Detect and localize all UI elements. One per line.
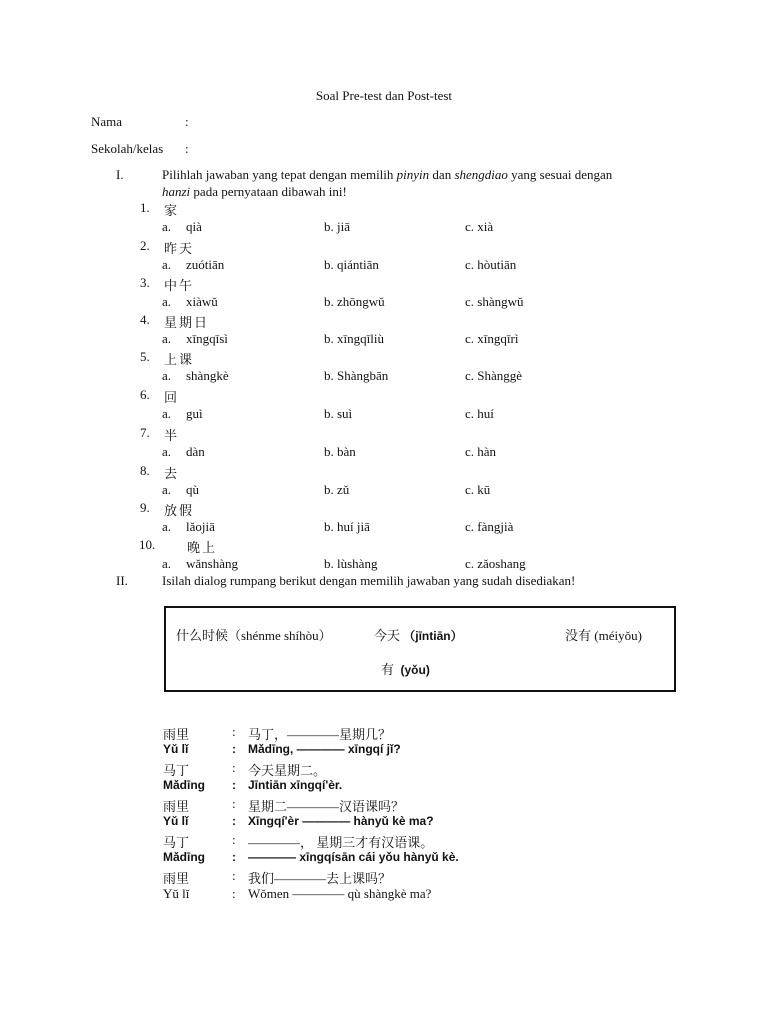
question-number: 8. [140,463,150,478]
dialog-text: ———— xīngqísān cái yǒu hànyǔ kè. [248,850,459,864]
dialog-speaker: Yǔ lǐ [163,742,189,756]
dialog-text: 马丁，————星期几？ [248,727,392,742]
option-c: c. fàngjià [465,519,514,534]
option-a-label: a. [162,482,172,497]
question-hanzi: 晚上 [187,540,218,555]
question-hanzi: 中午 [164,278,195,293]
dialog-text: Wǒmen ———— qù shàngkè ma? [248,886,432,901]
option-a: dàn [186,444,205,459]
word-bank-jintian: 今天 （jīntiān） [374,628,463,643]
dialog-text: Xīngqí'èr ———— hànyǔ kè ma? [248,814,434,828]
question-number: 9. [140,500,150,515]
option-c: c. kū [465,482,491,497]
option-a-label: a. [162,519,172,534]
option-b: b. zǔ [324,482,350,497]
question-number: 6. [140,387,150,402]
section1-numeral: I. [116,167,124,182]
question-number: 4. [140,312,150,327]
dialog-speaker: 马丁 [163,763,190,778]
word-bank-box [164,606,676,692]
option-a: zuótiān [186,257,225,272]
nama-label: Nama [91,114,123,129]
section2-numeral: II. [116,573,128,588]
option-b: b. xīngqīliù [324,331,384,346]
dialog-text: 星期二————汉语课吗？ [248,799,405,814]
question-hanzi: 半 [164,428,180,443]
option-a: lǎojiā [186,519,215,534]
dialog-text: ————， 星期三才有汉语课。 [248,835,434,850]
option-c: c. huí [465,406,494,421]
word-bank-meiyou: 没有 (méiyǒu) [565,628,642,643]
option-b: b. jiā [324,219,350,234]
dialog-text: Mǎdīng, ———— xīngqí jǐ? [248,742,401,756]
dialog-speaker: Yǔ lǐ [163,886,190,901]
dialog-colon: : [232,850,236,864]
option-b: b. Shàngbān [324,368,389,383]
option-c: c. zǎoshang [465,556,526,571]
question-hanzi: 去 [164,466,180,481]
question-number: 1. [140,200,150,215]
sekolah-colon: : [185,141,189,156]
option-a-label: a. [162,444,172,459]
section2-instruction: Isilah dialog rumpang berikut dengan memilih jawaban yang sudah disediakan! [162,573,576,588]
question-number: 10. [139,537,156,552]
dialog-colon: : [232,742,236,756]
option-a-label: a. [162,331,172,346]
dialog-colon: : [232,724,236,739]
section1-instruction-line2: hanzi pada pernyataan dibawah ini! [162,184,347,199]
option-b: b. qiántiān [324,257,379,272]
option-a: guì [186,406,203,421]
option-b: b. zhōngwǔ [324,294,385,309]
option-c: c. hòutiān [465,257,517,272]
question-hanzi: 上课 [164,352,195,367]
dialog-speaker: 雨里 [163,871,190,886]
dialog-text: Jīntiān xīngqí'èr. [248,778,343,792]
dialog-colon: : [232,832,236,847]
dialog-text: 今天星期二。 [248,763,327,778]
nama-colon: : [185,114,189,129]
dialog-speaker: 雨里 [163,799,190,814]
sekolah-label: Sekolah/kelas [91,141,164,156]
word-bank-shenme-shihou: 什么时候（shénme shíhòu） [176,628,332,643]
question-number: 7. [140,425,150,440]
question-number: 3. [140,275,150,290]
option-a: xiàwǔ [186,294,218,309]
option-a: qià [186,219,202,234]
question-hanzi: 昨天 [164,241,195,256]
option-b: b. huí jiā [324,519,370,534]
dialog-speaker: Mǎdīng [163,850,205,864]
option-c: c. xīngqīrì [465,331,519,346]
option-a: shàngkè [186,368,229,383]
dialog-speaker: 马丁 [163,835,190,850]
dialog-colon: : [232,886,236,901]
option-a-label: a. [162,556,172,571]
question-number: 2. [140,238,150,253]
option-b: b. lùshàng [324,556,378,571]
option-b: b. suì [324,406,353,421]
option-a: xīngqīsì [186,331,228,346]
option-a: wǎnshàng [186,556,238,571]
option-c: c. Shànggè [465,368,523,383]
dialog-colon: : [232,814,236,828]
option-a-label: a. [162,368,172,383]
dialog-colon: : [232,868,236,883]
dialog-colon: : [232,778,236,792]
dialog-colon: : [232,760,236,775]
question-hanzi: 放假 [164,503,195,518]
dialog-colon: : [232,796,236,811]
question-hanzi: 家 [164,203,180,218]
dialog-speaker: Yǔ lǐ [163,814,189,828]
page-title: Soal Pre-test dan Post-test [315,88,453,103]
option-c: c. hàn [465,444,497,459]
dialog-text: 我们————去上课吗？ [248,871,392,886]
option-a-label: a. [162,406,172,421]
question-number: 5. [140,349,150,364]
option-a-label: a. [162,294,172,309]
option-c: c. shàngwǔ [465,294,524,309]
question-hanzi: 回 [164,390,180,405]
dialog-speaker: Mǎdīng [163,778,205,792]
word-bank-you: 有 (yǒu) [381,662,430,677]
section1-instruction-line1: Pilihlah jawaban yang tepat dengan memilih pinyin dan shengdiao yang sesuai dengan [162,167,613,182]
option-a: qù [186,482,199,497]
question-hanzi: 星期日 [164,315,210,330]
option-c: c. xià [465,219,494,234]
option-a-label: a. [162,219,172,234]
dialog-speaker: 雨里 [163,727,190,742]
option-a-label: a. [162,257,172,272]
option-b: b. bàn [324,444,356,459]
